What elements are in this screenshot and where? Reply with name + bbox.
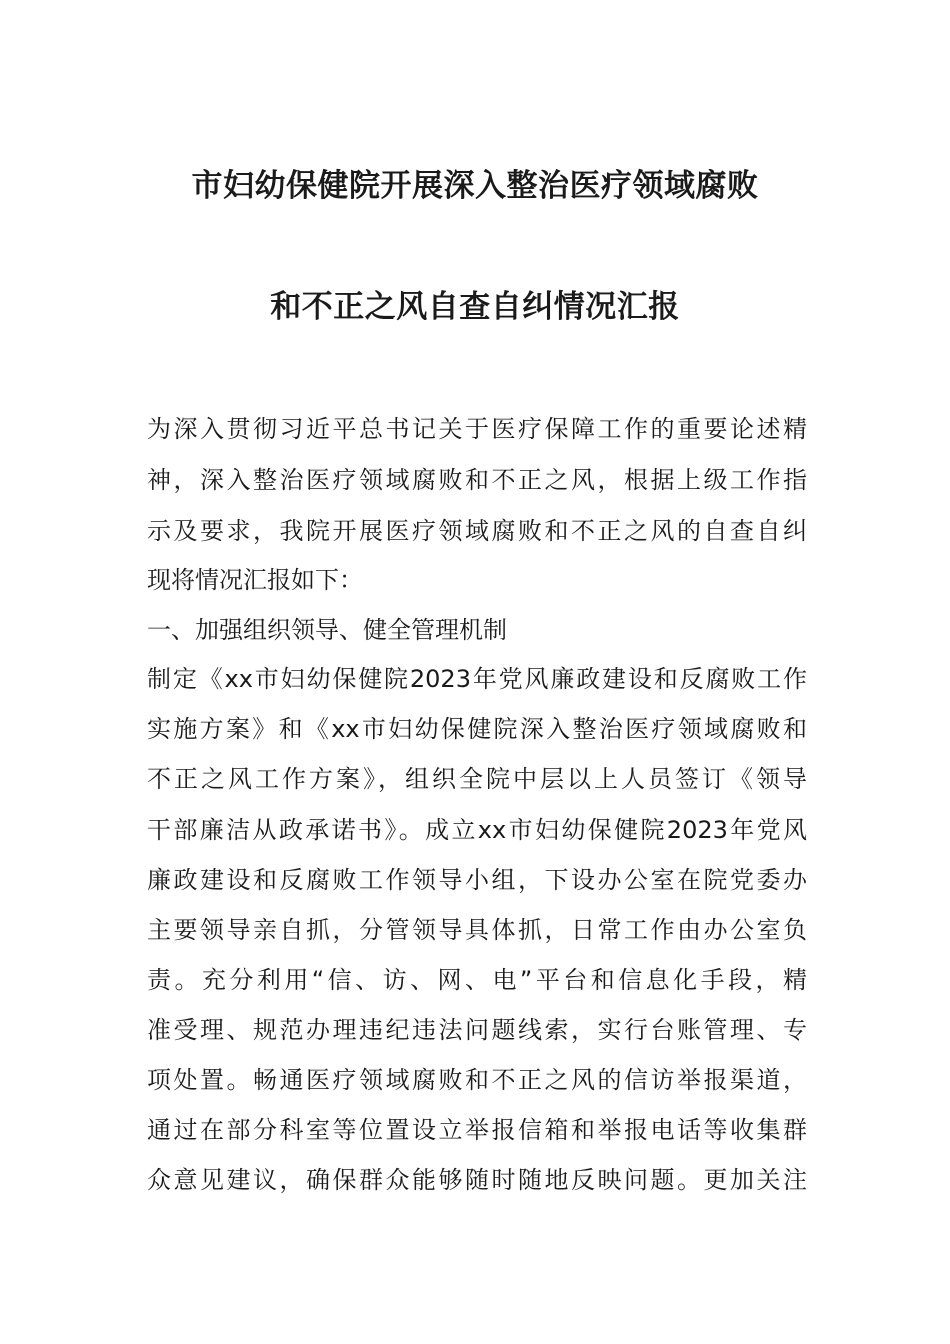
body-line: 示及要求，我院开展医疗领域腐败和不正之风的自查自纠 (147, 517, 807, 545)
body-line: 准受理、规范办理违纪违法问题线索，实行台账管理、专 (147, 1016, 807, 1044)
body-line: 现将情况汇报如下： (147, 566, 363, 594)
body-line: 干部廉洁从政承诺书》。成立xx市妇幼保健院2023年党风 (147, 816, 807, 844)
body-line: 主要领导亲自抓，分管领导具体抓，日常工作由办公室负 (147, 916, 807, 944)
body-line: 责。充分利用“信、访、网、电”平台和信息化手段，精 (147, 966, 807, 994)
body-line: 为深入贯彻习近平总书记关于医疗保障工作的重要论述精 (147, 415, 807, 443)
document-title-line-2: 和不正之风自查自纠情况汇报 (270, 289, 680, 325)
body-line: 不正之风工作方案》，组织全院中层以上人员签订《领导 (147, 765, 807, 793)
body-line: 廉政建设和反腐败工作领导小组，下设办公室在院党委办 (147, 866, 807, 894)
body-line: 制定《xx市妇幼保健院2023年党风廉政建设和反腐败工作 (147, 665, 807, 693)
body-line: 实施方案》和《xx市妇幼保健院深入整治医疗领域腐败和 (147, 715, 807, 743)
document-title-line-1: 市妇幼保健院开展深入整治医疗领域腐败 (191, 168, 759, 204)
body-line: 神，深入整治医疗领域腐败和不正之风，根据上级工作指 (147, 466, 807, 494)
body-line: 项处置。畅通医疗领域腐败和不正之风的信访举报渠道， (147, 1066, 807, 1094)
body-line: 众意见建议，确保群众能够随时随地反映问题。更加关注 (147, 1166, 807, 1194)
section-heading: 一、加强组织领导、健全管理机制 (147, 616, 507, 644)
body-line: 通过在部分科室等位置设立举报信箱和举报电话等收集群 (147, 1116, 807, 1144)
